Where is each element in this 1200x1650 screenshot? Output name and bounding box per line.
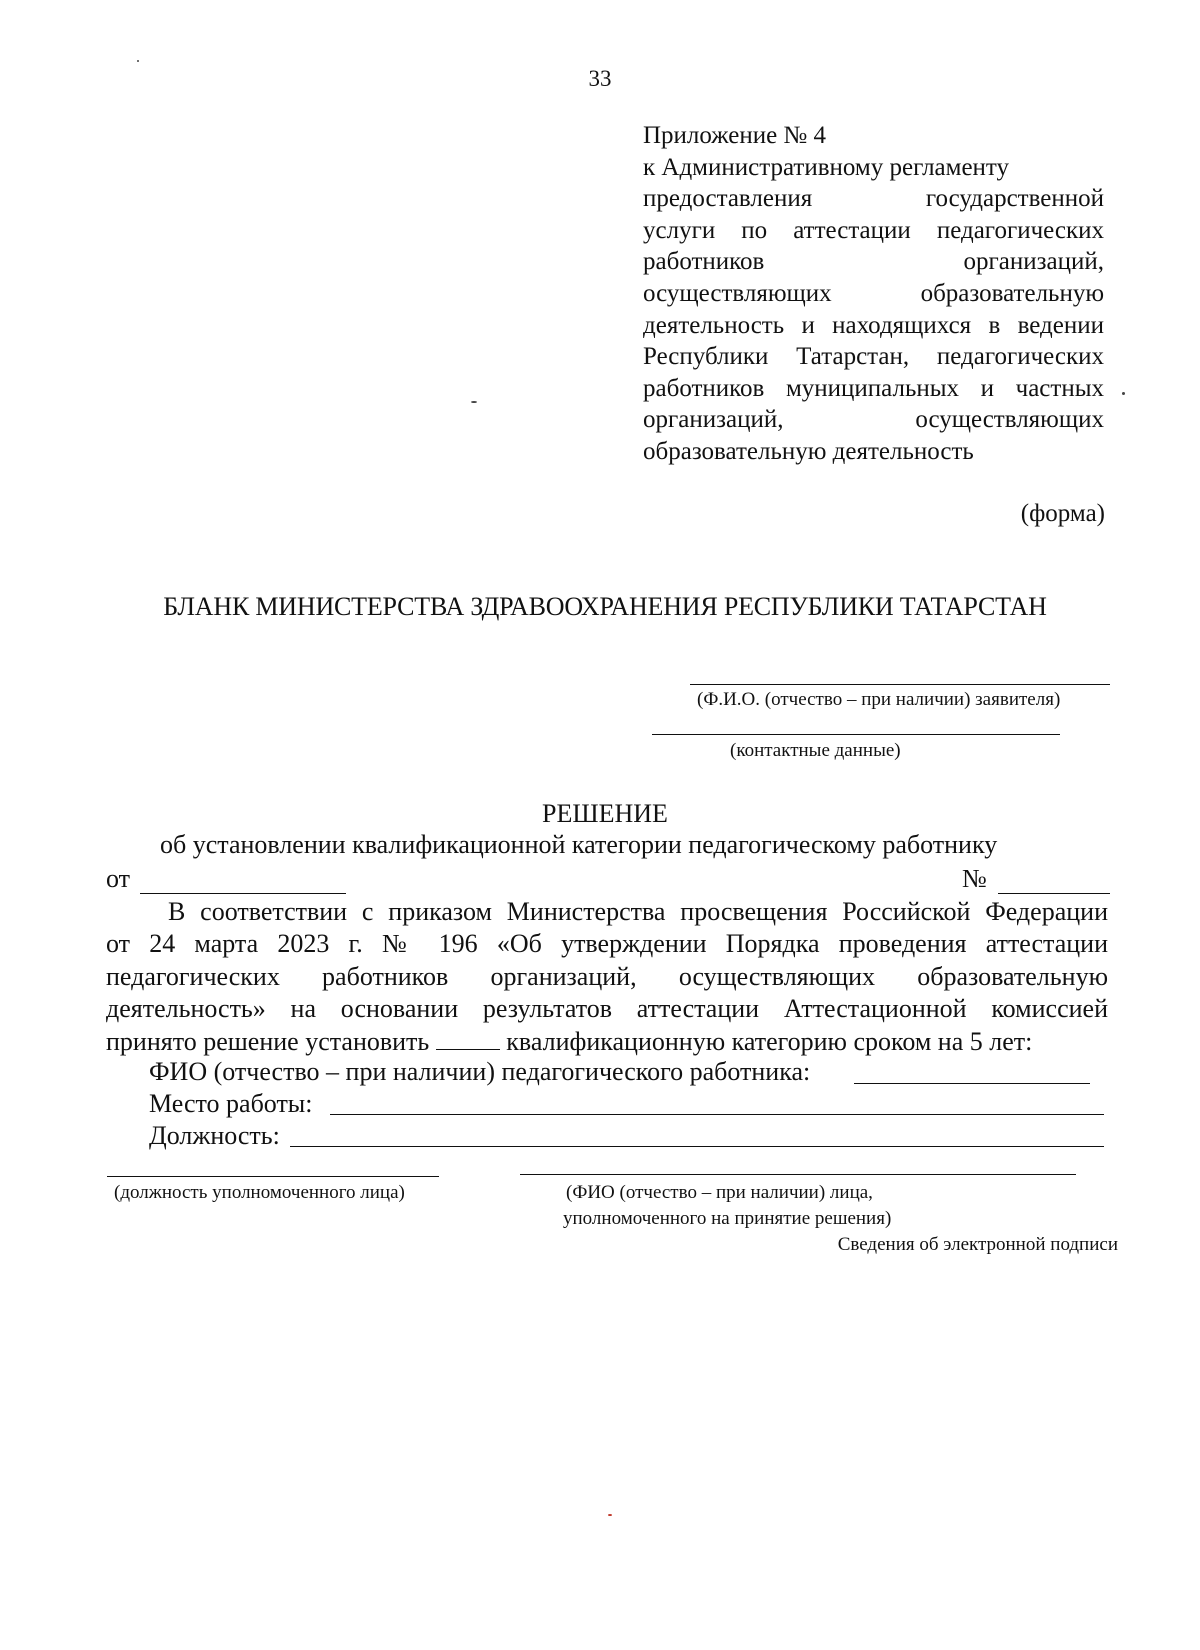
appendix-line: образовательную деятельность — [643, 437, 974, 465]
body-last-line — [106, 1026, 1108, 1058]
teacher-fio-label: ФИО (отчество – при наличии) педагогического работника: — [149, 1057, 811, 1086]
appendix-line: работников муниципальных и частных — [643, 374, 1104, 402]
appendix-line: деятельность и находящихся в ведении — [643, 311, 1104, 339]
position-line — [290, 1146, 1104, 1147]
decision-title: РЕШЕНИЕ — [542, 799, 668, 828]
date-line — [140, 893, 346, 894]
body-line: от 24 марта 2023 г. № 196 «Об утверждении Порядка проведения аттестации — [106, 929, 1108, 959]
page-number: 33 — [588, 66, 612, 91]
body-line: В соответствии с приказом Министерства просвещения Российской Федерации — [168, 897, 1108, 926]
appendix-line: услуги по аттестации педагогических — [643, 216, 1104, 244]
scan-speck — [471, 401, 477, 403]
applicant-caption: (Ф.И.О. (отчество – при наличии) заявителя) — [697, 689, 1061, 710]
number-label: № — [962, 864, 987, 893]
appendix-line: к Административному регламенту — [643, 153, 1010, 181]
scan-speck — [1122, 392, 1125, 395]
official-position-line — [107, 1176, 439, 1177]
body-last-before: принято решение установить — [106, 1026, 430, 1056]
decision-body — [106, 896, 1108, 1058]
decision-subtitle: об установлении квалификационной категории педагогическому работнику — [160, 830, 998, 859]
contact-caption: (контактные данные) — [730, 740, 901, 761]
appendix-line: предоставления государственной — [643, 185, 1104, 213]
appendix-block — [643, 120, 1104, 468]
workplace-line — [330, 1114, 1104, 1115]
workplace-label: Место работы: — [149, 1089, 313, 1118]
category-blank — [436, 1027, 500, 1050]
teacher-fio-line — [854, 1083, 1090, 1084]
official-position-caption: (должность уполномоченного лица) — [114, 1182, 405, 1203]
scan-speck — [137, 60, 139, 62]
body-last-after: квалификационную категорию сроком на 5 лет: — [506, 1026, 1033, 1056]
body-line: педагогических работников организаций, осуществляющих образовательную — [106, 961, 1108, 991]
appendix-line: работников организаций, — [643, 248, 1104, 276]
appendix-title: Приложение № 4 — [643, 122, 827, 149]
date-label: от — [106, 864, 131, 893]
contact-line — [652, 734, 1060, 735]
appendix-line: Республики Татарстан, педагогических — [643, 343, 1104, 371]
applicant-name-line — [690, 684, 1110, 685]
number-line — [998, 893, 1110, 894]
blank-header: БЛАНК МИНИСТЕРСТВА ЗДРАВООХРАНЕНИЯ РЕСПУБЛИКИ ТАТАРСТАН — [163, 592, 1047, 621]
esign-caption: Сведения об электронной подписи — [837, 1234, 1118, 1255]
position-label: Должность: — [149, 1121, 280, 1150]
body-line: деятельность» на основании результатов аттестации Аттестационной комиссией — [106, 994, 1108, 1024]
form-label: (форма) — [1020, 500, 1105, 527]
official-fio-line — [520, 1174, 1076, 1175]
appendix-line: осуществляющих образовательную — [643, 279, 1104, 307]
official-fio-caption-2: уполномоченного на принятие решения) — [563, 1208, 892, 1229]
appendix-line: организаций, осуществляющих — [643, 406, 1104, 434]
official-fio-caption-1: (ФИО (отчество – при наличии) лица, — [566, 1182, 873, 1203]
scan-speck — [608, 1514, 612, 1516]
